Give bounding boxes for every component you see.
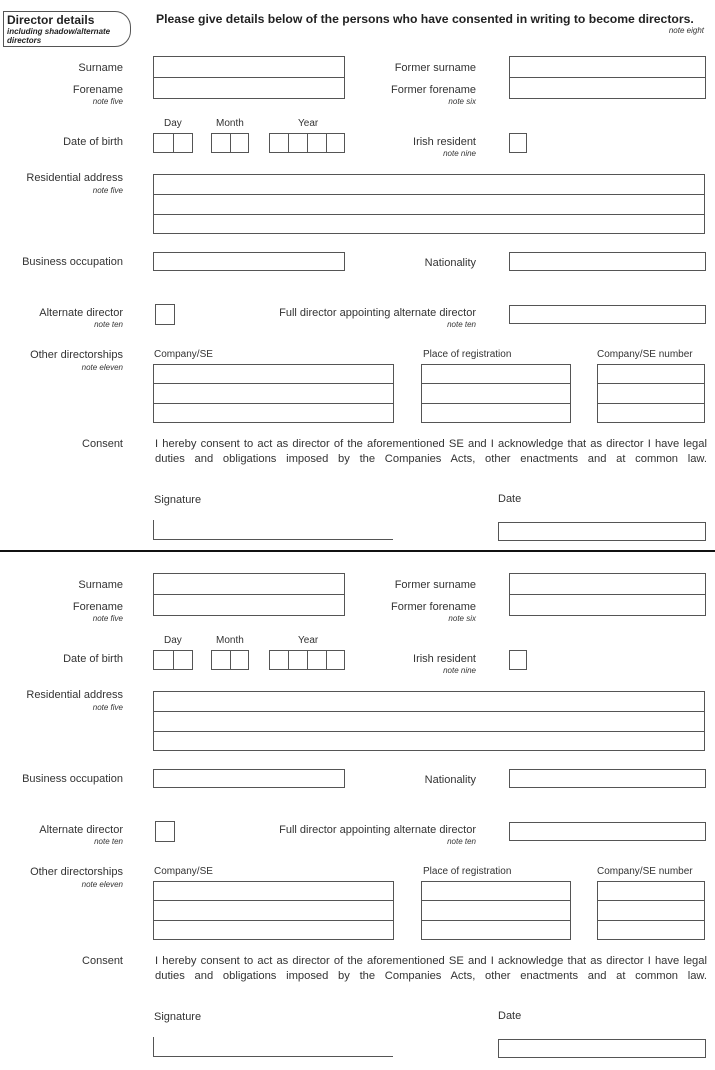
dob-month-field[interactable] [211, 133, 249, 153]
occupation-label: Business occupation [22, 773, 123, 785]
place-col-label: Place of registration [423, 866, 512, 877]
place-col-label: Place of registration [423, 349, 512, 360]
appointing-field[interactable] [509, 822, 706, 841]
dob-year-field[interactable] [269, 650, 345, 670]
dob-label: Date of birth [63, 136, 123, 148]
dob-day-field[interactable] [153, 650, 193, 670]
former-forename-label: Former forename [391, 601, 476, 613]
consent-label: Consent [82, 438, 123, 450]
forename-note: note five [92, 97, 123, 106]
other-dir-label: Other directorships [30, 349, 123, 361]
day-label: Day [164, 635, 182, 646]
dob-label: Date of birth [63, 653, 123, 665]
company-col-label: Company/SE [154, 349, 213, 360]
irish-resident-checkbox[interactable] [509, 650, 527, 670]
address-note: note five [92, 703, 123, 712]
former-forename-field[interactable] [510, 595, 705, 615]
dob-month-field[interactable] [211, 650, 249, 670]
nationality-field[interactable] [509, 769, 706, 788]
month-label: Month [216, 118, 244, 129]
former-name-box [509, 573, 706, 616]
former-surname-label: Former surname [394, 579, 476, 591]
company-field[interactable] [153, 364, 394, 423]
irish-resident-note: note nine [443, 666, 476, 675]
former-surname-label: Former surname [394, 62, 476, 74]
director-block-2 [0, 517, 715, 1070]
former-surname-field[interactable] [510, 57, 705, 77]
forename-field[interactable] [154, 78, 344, 98]
consent-text: I hereby consent to act as director of the aforementioned SE and I acknowledge that as director I have legal duties and obligations imposed by the Companies Acts, other enactments and at common law. [155, 955, 707, 982]
address-label: Residential address [26, 689, 123, 701]
appointing-field[interactable] [509, 305, 706, 324]
appointing-label: Full director appointing alternate director [279, 824, 476, 836]
address-field[interactable] [153, 174, 705, 234]
name-box [153, 56, 345, 99]
number-col-label: Company/SE number [597, 349, 693, 360]
place-field[interactable] [421, 364, 571, 423]
former-forename-label: Former forename [391, 84, 476, 96]
name-box [153, 573, 345, 616]
occupation-label: Business occupation [22, 256, 123, 268]
former-forename-note: note six [448, 97, 476, 106]
section-subtitle: including shadow/alternate directors [7, 27, 111, 45]
nationality-label: Nationality [424, 774, 476, 786]
signature-label: Signature [154, 1011, 202, 1023]
occupation-field[interactable] [153, 252, 345, 271]
alternate-note: note ten [94, 837, 123, 846]
company-field[interactable] [153, 881, 394, 940]
irish-resident-label: Irish resident [413, 653, 476, 665]
number-field[interactable] [597, 364, 705, 423]
former-name-box [509, 56, 706, 99]
former-forename-note: note six [448, 614, 476, 623]
year-label: Year [298, 635, 319, 646]
nationality-label: Nationality [424, 257, 476, 269]
other-dir-label: Other directorships [30, 866, 123, 878]
surname-label: Surname [78, 62, 123, 74]
appointing-note: note ten [447, 837, 476, 846]
other-dir-note: note eleven [81, 363, 123, 372]
nationality-field[interactable] [509, 252, 706, 271]
irish-resident-checkbox[interactable] [509, 133, 527, 153]
section-title: Director details [7, 13, 95, 27]
irish-resident-note: note nine [443, 149, 476, 158]
surname-field[interactable] [154, 574, 344, 594]
forename-note: note five [92, 614, 123, 623]
date-field[interactable] [498, 1039, 706, 1058]
forename-label: Forename [72, 84, 123, 96]
instruction-text: Please give details below of the persons who have consented in writing to become directors. [156, 12, 694, 26]
appointing-note: note ten [447, 320, 476, 329]
day-label: Day [164, 118, 182, 129]
surname-label: Surname [78, 579, 123, 591]
former-surname-field[interactable] [510, 574, 705, 594]
consent-label: Consent [82, 955, 123, 967]
alternate-label: Alternate director [39, 824, 123, 836]
address-label: Residential address [26, 172, 123, 184]
occupation-field[interactable] [153, 769, 345, 788]
year-label: Year [298, 118, 319, 129]
number-col-label: Company/SE number [597, 866, 693, 877]
signature-field[interactable] [153, 1037, 393, 1057]
place-field[interactable] [421, 881, 571, 940]
consent-text: I hereby consent to act as director of the aforementioned SE and I acknowledge that as director I have legal duties and obligations imposed by the Companies Acts, other enactments and at common law. [155, 438, 707, 465]
alternate-note: note ten [94, 320, 123, 329]
other-dir-note: note eleven [81, 880, 123, 889]
instruction-note: note eight [668, 26, 704, 35]
dob-year-field[interactable] [269, 133, 345, 153]
forename-label: Forename [72, 601, 123, 613]
company-col-label: Company/SE [154, 866, 213, 877]
signature-label: Signature [154, 494, 202, 506]
alternate-label: Alternate director [39, 307, 123, 319]
date-label: Date [498, 1010, 522, 1022]
month-label: Month [216, 635, 244, 646]
date-label: Date [498, 493, 522, 505]
dob-day-field[interactable] [153, 133, 193, 153]
appointing-label: Full director appointing alternate director [279, 307, 476, 319]
surname-field[interactable] [154, 57, 344, 77]
number-field[interactable] [597, 881, 705, 940]
address-field[interactable] [153, 691, 705, 751]
irish-resident-label: Irish resident [413, 136, 476, 148]
forename-field[interactable] [154, 595, 344, 615]
former-forename-field[interactable] [510, 78, 705, 98]
address-note: note five [92, 186, 123, 195]
alternate-checkbox[interactable] [155, 304, 175, 325]
alternate-checkbox[interactable] [155, 821, 175, 842]
